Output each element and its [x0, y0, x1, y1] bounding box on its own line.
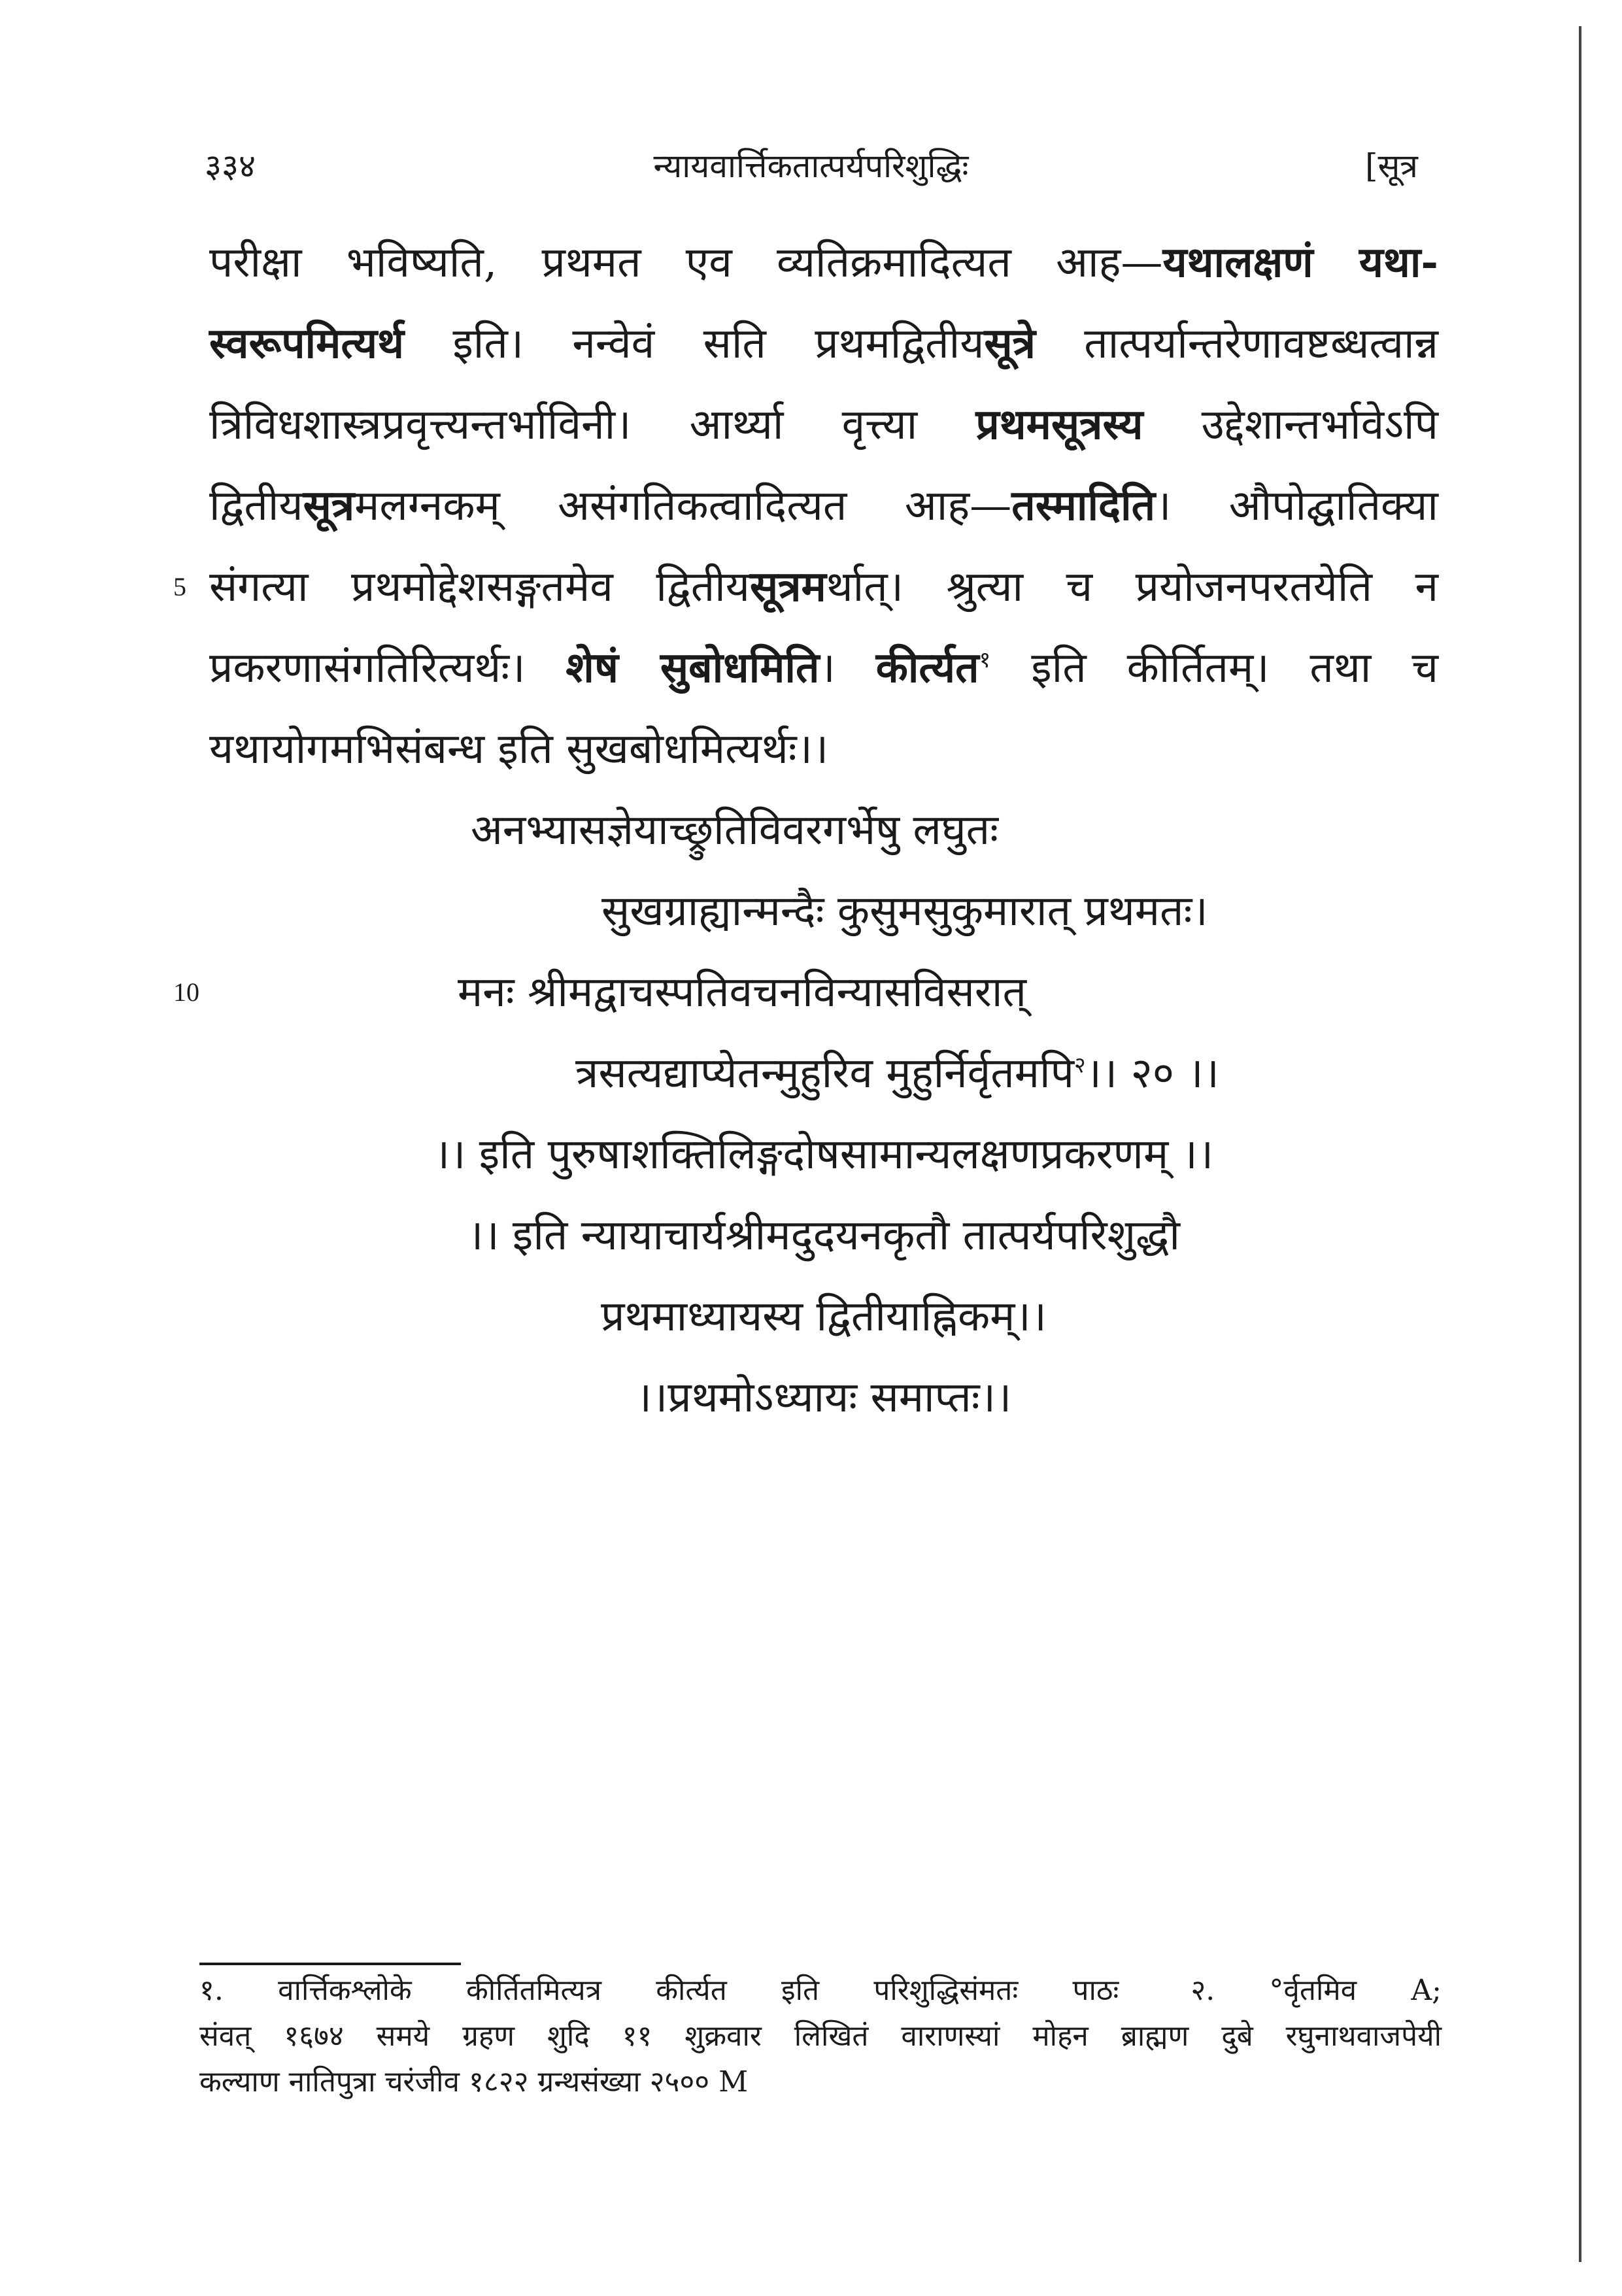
- text-line: त्रिविधशास्त्रप्रवृत्त्यन्तर्भाविनी। आर्थ्या वृत्त्या प्रथमसूत्रस्य उद्देशान्तर्भावेऽपि: [209, 400, 1438, 449]
- text-line: स्वरूपमित्यर्थ इति। नन्वेवं सति प्रथमद्वितीयसूत्रे तात्पर्यान्तरेणावष्टब्धत्वान्न: [209, 319, 1439, 368]
- footnote-line: कल्याण नातिपुत्रा चरंजीव १८२२ ग्रन्थसंख्या २५०० M: [199, 2065, 749, 2099]
- text-line: यथायोगमभिसंबन्ध इति सुखबोधमित्यर्थः।।: [209, 725, 829, 773]
- text-line: 5 संगत्या प्रथमोद्देशसङ्गतमेव द्वितीयसूत्रमर्थात्। श्रुत्या च प्रयोजनपरतयेति न: [209, 547, 1438, 628]
- footnote-1: १. वार्त्तिकश्लोके कीर्तितमित्यत्र कीर्त्यत इति परिशुद्धिसंमतः पाठः: [199, 1974, 1119, 2007]
- line-number: 10: [173, 977, 199, 1007]
- running-title: न्यायवार्त्तिकतात्पर्यपरिशुद्धिः: [653, 147, 969, 185]
- footnotes: [199, 1968, 1442, 2105]
- verse-line: अनभ्यासज्ञेयाच्छ्रुतिविवरगर्भेषु लघुतः: [471, 806, 999, 854]
- page-number: ३३४: [205, 147, 256, 185]
- verse-line: सुखग्राह्यान्मन्दैः कुसुमसुकुमारात् प्रथमतः।: [601, 887, 1208, 936]
- verse-line: 10 मनः श्रीमद्वाचस्पतिवचनविन्यासविसरात्: [209, 952, 1438, 1033]
- colophon-line: ।।प्रथमोऽध्यायः समाप्तः।।: [635, 1374, 1012, 1422]
- text-line: द्वितीयसूत्रमलग्नकम् असंगतिकत्वादित्यत आह—तस्मादिति। औपोद्घातिक्या: [209, 481, 1438, 530]
- colophon-line: ।। इति पुरुषाशक्तिलिङ्गदोषसामान्यलक्षणप्रकरणम् ।।: [433, 1130, 1214, 1179]
- text-line: परीक्षा भविष्यति, प्रथमत एव व्यतिक्रमादित्यत आह—यथालक्षणं यथा-: [209, 238, 1438, 287]
- footnote-rule: [199, 1963, 461, 1965]
- colophon-line: प्रथमाध्यायस्य द्वितीयाह्निकम्।।: [601, 1292, 1047, 1341]
- text-line: प्रकरणासंगतिरित्यर्थः। शेषं सुबोधमिति। कीर्त्यत$^१$ इति कीर्तितम्। तथा च: [209, 643, 1438, 692]
- page-edge-shadow: [1579, 26, 1581, 2262]
- footnote-line: संवत् १६७४ समये ग्रहण शुदि ११ शुक्रवार लिखितं वाराणस्यां मोहन ब्राह्मण दुबे रघुनाथवाजपेयी: [199, 2019, 1442, 2053]
- section-marker: [सूत्र: [1365, 147, 1418, 185]
- footnote-2: २. °र्वृतमिव A;: [1191, 1974, 1442, 2007]
- main-text: [173, 222, 1439, 1438]
- footnote-line: [199, 1968, 1442, 2014]
- verse-line: त्रसत्यद्याप्येतन्मुहुरिव मुहुर्निर्वृतमपि$^२$।। २० ।।: [575, 1049, 1219, 1098]
- line-number: 5: [173, 572, 186, 601]
- colophon-line: ।। इति न्यायाचार्यश्रीमदुदयनकृतौ तात्पर्यपरिशुद्धौ: [467, 1211, 1180, 1260]
